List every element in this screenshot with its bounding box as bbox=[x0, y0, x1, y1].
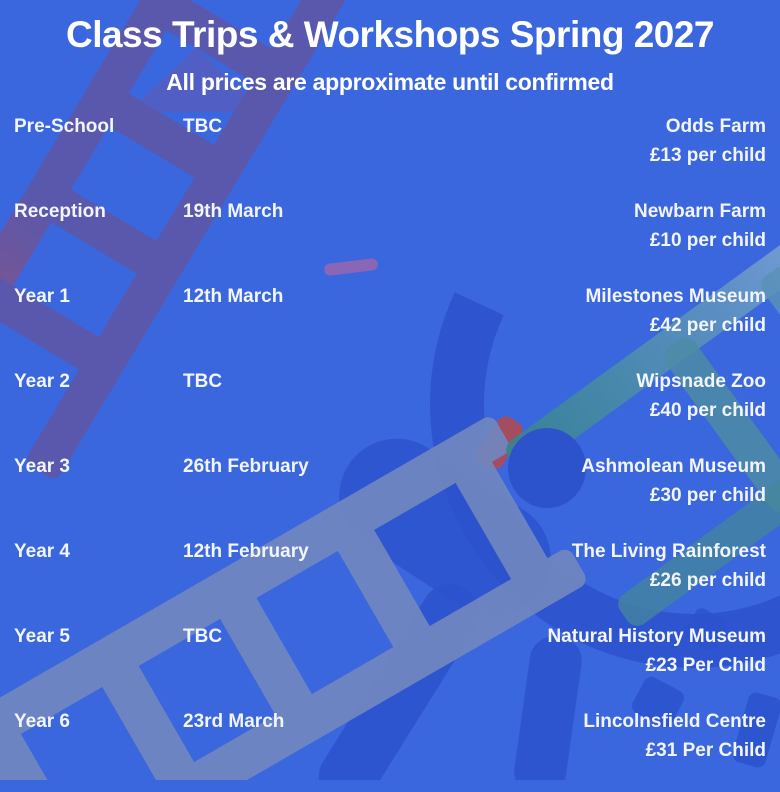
venue-name: Wipsnade Zoo bbox=[636, 371, 766, 392]
table-row bbox=[0, 452, 780, 510]
trip-date: 12th March bbox=[183, 286, 284, 307]
class-label: Year 4 bbox=[14, 541, 70, 562]
table-row bbox=[0, 367, 780, 425]
trip-date: 23rd March bbox=[183, 711, 285, 732]
venue-name: Ashmolean Museum bbox=[581, 456, 766, 477]
venue-price-block bbox=[634, 197, 780, 255]
price-per-child: £10 per child bbox=[649, 230, 766, 251]
venue-price-block bbox=[547, 622, 780, 680]
venue-name: Natural History Museum bbox=[547, 626, 766, 647]
price-per-child: £13 per child bbox=[649, 145, 766, 166]
venue-price-block bbox=[650, 112, 780, 170]
table-row bbox=[0, 537, 780, 595]
class-label: Pre-School bbox=[14, 116, 115, 137]
venue-name: Milestones Museum bbox=[585, 286, 766, 307]
class-label: Reception bbox=[14, 201, 106, 222]
venue-name: Lincolnsfield Centre bbox=[583, 711, 766, 732]
table-row bbox=[0, 197, 780, 255]
trip-date: 26th February bbox=[183, 456, 309, 477]
table-row bbox=[0, 112, 780, 170]
venue-name: Odds Farm bbox=[665, 116, 766, 137]
venue-price-block bbox=[585, 282, 780, 340]
class-label: Year 6 bbox=[14, 711, 70, 732]
price-per-child: £23 Per Child bbox=[645, 655, 766, 676]
venue-price-block bbox=[636, 367, 780, 425]
trip-date: TBC bbox=[183, 116, 223, 137]
venue-price-block bbox=[572, 537, 780, 595]
price-per-child: £30 per child bbox=[649, 485, 766, 506]
page-subtitle: All prices are approximate until confirmed bbox=[166, 69, 614, 95]
price-per-child: £31 Per Child bbox=[645, 740, 766, 761]
table-row bbox=[0, 707, 780, 765]
venue-name: The Living Rainforest bbox=[571, 541, 766, 562]
trips-table bbox=[0, 112, 780, 792]
class-label: Year 5 bbox=[14, 626, 70, 647]
table-row bbox=[0, 622, 780, 680]
trip-date: 12th February bbox=[183, 541, 309, 562]
class-label: Year 3 bbox=[14, 456, 70, 477]
price-per-child: £26 per child bbox=[649, 570, 766, 591]
trip-date: TBC bbox=[183, 371, 223, 392]
price-per-child: £42 per child bbox=[649, 315, 766, 336]
venue-name: Newbarn Farm bbox=[634, 201, 766, 222]
page-title: Class Trips & Workshops Spring 2027 bbox=[65, 14, 715, 55]
venue-price-block bbox=[581, 452, 780, 510]
price-per-child: £40 per child bbox=[649, 400, 766, 421]
trip-date: TBC bbox=[183, 626, 223, 647]
venue-price-block bbox=[583, 707, 780, 765]
trip-date: 19th March bbox=[183, 201, 284, 222]
table-row bbox=[0, 282, 780, 340]
class-label: Year 2 bbox=[14, 371, 70, 392]
class-label: Year 1 bbox=[14, 286, 70, 307]
